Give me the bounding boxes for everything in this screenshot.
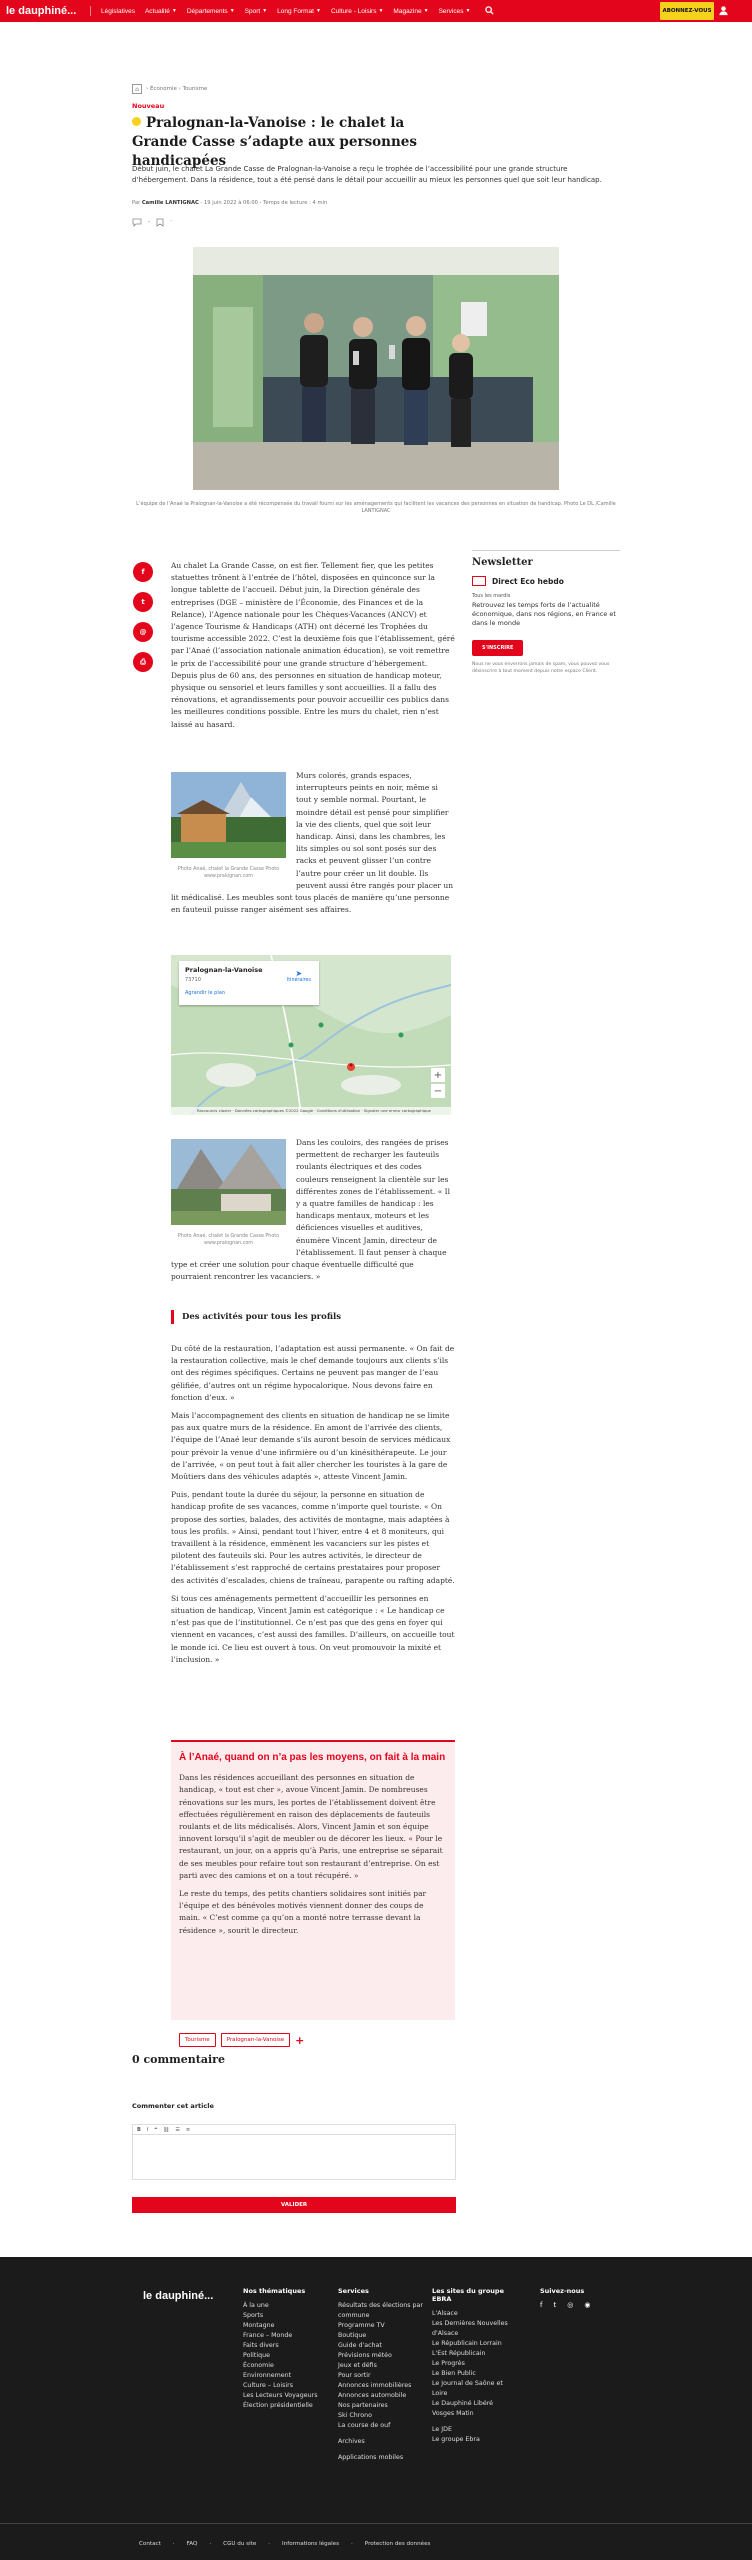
nav-divider — [90, 6, 91, 16]
footer-link[interactable]: Applications mobiles — [338, 2454, 404, 2461]
article-paragraph-with-image — [171, 1137, 455, 1283]
subscribe-button[interactable]: ABONNEZ-VOUS — [660, 2, 714, 20]
newsletter-sidebar — [472, 550, 620, 675]
top-navigation-bar — [0, 0, 752, 22]
footer-separator: · — [172, 2541, 175, 2547]
inset-box-paragraph: Le reste du temps, des petits chantiers solidaires sont initiés par l’équipe et des bénévoles motivés viennent donner des coups de main. « C’est comme ça qu’on a monté notre terrasse devant la résidence », sourit le directeur. — [179, 1889, 427, 1935]
footer-bottom-bar — [0, 2523, 752, 2560]
inset-caption: Photo Anaé, chalet la Grande Casse Photo www.pralognan.com — [177, 1234, 280, 1247]
footer-link[interactable]: Le Progrès — [432, 2360, 465, 2367]
footer-link[interactable]: Le Dauphiné Libéré — [432, 2400, 494, 2407]
article-section-body — [171, 1343, 455, 1672]
footer-separator: · — [351, 2541, 353, 2547]
nav-item-actualite[interactable] — [140, 8, 182, 15]
chevron-down-icon: ▼ — [262, 8, 268, 14]
twitter-icon[interactable]: t — [133, 592, 153, 612]
envelope-icon — [472, 576, 486, 586]
article-paragraph: Du côté de la restauration, l’adaptation est aussi permanente. « On fait de la restauration collective, mais le chef demande toujours aux clients s’ils ont des régimes spécifiques. Certains ne peuvent pas manger de l’eau gélifiée, d’autres ont un régime hypocalorique. Nous devons faire en fonction d’eux. » — [171, 1344, 455, 1402]
footer-link[interactable]: À la une — [243, 2302, 269, 2309]
byline — [132, 200, 327, 206]
breadcrumb-separator: › — [146, 86, 150, 92]
newsletter-item — [472, 576, 620, 586]
footer-group-sites — [432, 2287, 512, 2445]
newsletter-frequency: Tous les mardis — [472, 593, 511, 599]
directions-icon: ➤ — [295, 969, 303, 978]
article-paragraph: Puis, pendant toute la durée du séjour, la personne en situation de handicap profite de ses vacances, comme n’importe quel touriste. « On propose des sorties, balades, des activités de montagne, mais adaptées à tous les profils. » Ainsi, pendant tout l’hiver, entre 4 et 8 moniteurs, qui travaillent à la résidence, emmènent les vacanciers sur les pistes et pilotent des fauteuils ski. Pour les autres activités, le directeur de l’établissement s’est rapproché de certains prestataires pour proposer des activités d’escalades, chiens de traîneau, parapente ou rafting adapté. — [171, 1490, 455, 1585]
footer-link[interactable]: Annonces immobilières — [338, 2382, 412, 2389]
footer-link-privacy[interactable]: Protection des données — [364, 2541, 431, 2547]
footer-link[interactable]: Vosges Matin — [432, 2410, 474, 2417]
photo-caption: L’équipe de l’Anaé la Pralognan-la-Vanoise a été récompensée du travail fourni sur les aménagements qui facilitent les vacances des personnes en situation de handicap. Photo Le DL /Camille LANTIGNAC — [136, 501, 616, 514]
inset-box — [171, 1740, 455, 2020]
tag-tourisme[interactable]: Tourisme — [179, 2033, 216, 2047]
nav-item-sport[interactable] — [240, 8, 273, 15]
footer-link[interactable]: Les Dernières Nouvelles d'Alsace — [432, 2320, 508, 2337]
section-heading: Des activités pour tous les profils — [171, 1310, 341, 1324]
footer-link[interactable]: Jeux et défis — [338, 2362, 377, 2369]
follow-tag-plus-icon[interactable]: + — [295, 2033, 305, 2047]
article-title — [132, 114, 462, 171]
footer-link[interactable]: France – Monde — [243, 2332, 293, 2339]
author-link[interactable]: Camille LANTIGNAC — [141, 200, 199, 206]
article-paragraph-with-image — [171, 770, 455, 916]
footer-link[interactable]: L'Alsace — [432, 2310, 458, 2317]
bullet-list-icon[interactable]: ☰ — [175, 2126, 180, 2133]
footer-link[interactable]: Faits divers — [243, 2342, 279, 2349]
chevron-down-icon: ▼ — [316, 8, 321, 14]
footer-link[interactable]: Culture – Loisirs — [243, 2382, 293, 2389]
chevron-down-icon: ▼ — [423, 8, 429, 14]
footer-themes — [243, 2287, 317, 2411]
numbered-list-icon[interactable]: ≡ — [185, 2126, 191, 2133]
print-icon[interactable]: ⎙ — [133, 652, 153, 672]
nav-item-long-format[interactable] — [272, 8, 326, 15]
comment-count: - — [148, 218, 151, 225]
footer-link[interactable]: Guide d'achat — [338, 2342, 382, 2349]
embedded-map[interactable] — [171, 955, 451, 1115]
comment-icon[interactable] — [132, 218, 142, 229]
footer-link[interactable]: Les Lecteurs Voyageurs — [243, 2392, 318, 2399]
footer-link[interactable]: Politique — [243, 2352, 271, 2359]
breadcrumb-item[interactable]: Tourisme — [182, 86, 208, 92]
chevron-down-icon: ▼ — [171, 8, 177, 14]
footer-link[interactable]: La course de ouf — [338, 2422, 391, 2429]
editor-toolbar — [133, 2125, 455, 2135]
footer-link[interactable]: Résultats des élections par commune — [338, 2302, 423, 2319]
inset-image[interactable] — [171, 772, 286, 880]
bookmark-icon[interactable] — [156, 218, 164, 229]
breadcrumb-separator: › — [176, 86, 183, 92]
footer-link[interactable]: Le Journal de Saône et Loire — [432, 2380, 503, 2397]
rss-icon[interactable]: ◉ — [584, 2301, 591, 2309]
map-directions-button[interactable] — [287, 969, 311, 983]
article-paragraph: Au chalet La Grande Casse, on est fier. Tellement fier, que les petites statuettes trônent à l’entrée de l’hôtel, disposées en quinconce sur la longue tablette de l’accueil. Début juin, la Direction générale des entreprises (DGE – ministère de l’Économie, des Finances et de la Relance), l’Agence nationale pour les Chèques-Vacances (ANCV) et l’agence Tourisme & Handicaps (ATH) ont décerné les Trophées du tourisme accessible 2022. C’est la deuxième fois que l’établissement, géré par l’Anaé (l’association nationale animation éducation), se voit remettre le prix de l’accessibilité pour une grande structure d’hébergement. Depuis plus de 60 ans, des personnes en situation de handicap moteur, physique ou sensoriel et leurs familles y sont accueillies. Il a fallu des rénovations, et agrandissements pour pouvoir accueillir ces publics dans les meilleures conditions possible. Entre les murs du chalet, rien n’est laissé au hasard. — [171, 561, 455, 729]
newsletter-description: Retrouvez les temps forts de l’actualité économique, dans nos régions, en France et dans le monde — [472, 601, 616, 627]
share-bar — [133, 562, 153, 672]
newsletter-legal: Nous ne vous enverrons jamais de spam, vous pouvez vous désinscrire à tout moment depuis notre espace Client. — [472, 662, 610, 674]
nav-item-culture-loisirs[interactable] — [326, 8, 388, 15]
footer-link-legal[interactable]: Informations légales — [282, 2541, 340, 2547]
user-account-icon[interactable] — [718, 5, 729, 19]
zoom-in-button[interactable]: + — [431, 1068, 445, 1082]
facebook-icon[interactable]: f — [540, 2301, 543, 2309]
footer-link-contact[interactable]: Contact — [139, 2541, 161, 2547]
footer-link[interactable]: Le Républicain Lorrain — [432, 2340, 502, 2347]
footer-link[interactable]: Le groupe Ebra — [432, 2436, 480, 2443]
article-tags — [179, 2033, 304, 2047]
footer-link[interactable]: Le JDE — [432, 2426, 452, 2433]
article-title-text: Pralognan-la-Vanoise : le chalet la Grande Casse s’adapte aux personnes handicapées — [132, 115, 417, 169]
footer-link[interactable]: Annonces automobile — [338, 2392, 407, 2399]
map-place-name: Pralognan-la-Vanoise — [185, 966, 263, 974]
main-nav — [90, 6, 494, 17]
article-paragraph: Mais l’accompagnement des clients en situation de handicap ne se limite pas aux quatre murs de la résidence. En amont de l’arrivée des clients, l’équipe de l’Anaé leur demande s’ils auront besoin de services médicaux pour prévoir la venue d’une infirmière ou d’un kinésithérapeute. Le jour de l’arrivée, « on peut tout à fait aller chercher les touristes à la gare de Moûtiers dans des véhicules adaptés », atteste Vincent Jamin. — [171, 1411, 451, 1482]
nav-label: Magazine — [393, 7, 422, 15]
home-icon[interactable]: ⌂ — [132, 84, 142, 94]
footer-social — [540, 2287, 590, 2309]
footer-link[interactable]: Pour sortir — [338, 2372, 371, 2379]
footer-link[interactable]: Ski Chrono — [338, 2412, 372, 2419]
inset-box-paragraph: Dans les résidences accueillant des personnes en situation de handicap, « tout est cher », avoue Vincent Jamin. De nombreuses rénovations sur les murs, les portes de l’établissement doivent être effectuées régulièrement en raison des déplacements de fauteuils roulants et de lits médicalisés. Alors, Vincent Jamin et son équipe innovent lorsqu’il s’agit de meubler ou de décorer les lieux. « Pour le restaurant, un jour, on a appris qu’à Paris, une entreprise se séparait de ses meubles pour refaire tout son restaurant d’entreprise. On est parti avec des camions et on a tout récupéré. » — [179, 1773, 443, 1880]
quote-icon[interactable]: ❝ — [154, 2126, 157, 2133]
footer-link[interactable]: Boutique — [338, 2332, 367, 2339]
landscape-photo — [171, 1139, 286, 1225]
footer-separator: · — [209, 2541, 212, 2547]
nav-label: Long Format — [277, 7, 314, 15]
footer-link[interactable]: Environnement — [243, 2372, 292, 2379]
map-enlarge-link[interactable]: Agrandir le plan — [185, 990, 225, 996]
footer-link-cgu[interactable]: CGU du site — [223, 2541, 257, 2547]
footer-heading: Services — [338, 2287, 369, 2295]
footer-link-faq[interactable]: FAQ — [186, 2541, 198, 2547]
byline-date: - 19 juin 2022 à 06:00 - Temps de lecture : 4 min — [198, 200, 328, 206]
footer-link[interactable]: Prévisions météo — [338, 2352, 392, 2359]
legal-links — [139, 2541, 430, 2547]
article-paragraph-text: Dans les couloirs, des rangées de prises permettent de recharger les fauteuils roulants électriques et des codes couleurs renseignent la clientèle sur les différentes zones de l’établissement. « Il y a quatre familles de handicap : les handicaps mentaux, moteurs et les déficiences visuelles et auditives, énumère Vincent Jamin, directeur de l’établissement. Il faut penser à chaque type et créer une solution pour chaque éventuelle difficulté que pourraient rencontrer les vacanciers. » — [171, 1138, 451, 1282]
premium-dot-icon — [132, 117, 141, 126]
inset-box-title: À l’Anaé, quand on n’a pas les moyens, on fait à la main — [179, 1752, 446, 1763]
breadcrumb — [132, 84, 207, 94]
newsletter-name: Direct Eco hebdo — [492, 576, 564, 586]
nav-item-services[interactable] — [434, 8, 476, 15]
nav-label: Actualité — [144, 7, 170, 15]
instagram-icon[interactable]: ◎ — [567, 2301, 574, 2309]
footer-heading: Les sites du groupe EBRA — [432, 2287, 504, 2303]
newsletter-heading: Newsletter — [472, 550, 620, 568]
directions-label: Itinéraires — [286, 978, 311, 983]
italic-icon[interactable]: I — [146, 2126, 149, 2133]
footer-separator: · — [268, 2541, 271, 2547]
social-links — [540, 2301, 590, 2309]
footer-link[interactable]: Montagne — [243, 2322, 275, 2329]
site-logo[interactable]: le dauphiné... — [6, 5, 77, 17]
twitter-icon[interactable]: t — [553, 2301, 557, 2309]
email-icon[interactable]: @ — [133, 622, 153, 642]
comment-editor[interactable] — [132, 2124, 456, 2180]
footer-link[interactable]: Économie — [243, 2362, 274, 2369]
footer-link[interactable]: Élection présidentielle — [243, 2402, 313, 2409]
byline-prefix: Par — [132, 200, 141, 206]
inset-caption: Photo Anaé, chalet la Grande Casse Photo www.pralognan.com — [177, 867, 280, 880]
chevron-down-icon: ▼ — [229, 8, 235, 14]
footer-heading: Suivez-nous — [540, 2287, 585, 2295]
map-info-card — [179, 961, 319, 1005]
article-main-photo[interactable] — [193, 247, 559, 490]
footer-link[interactable]: Le Bien Public — [432, 2370, 476, 2377]
link-icon[interactable]: ⛓ — [163, 2126, 170, 2133]
search-icon[interactable] — [475, 6, 494, 17]
footer-link[interactable]: Nos partenaires — [338, 2402, 388, 2409]
nav-item-legislatives[interactable] — [96, 8, 140, 15]
bold-icon[interactable]: B — [137, 2126, 141, 2133]
chalet-photo — [171, 772, 286, 858]
submit-comment-button[interactable]: VALIDER — [132, 2197, 456, 2213]
comments-heading: 0 commentaire — [132, 2053, 225, 2066]
nav-label: Culture - Loisirs — [330, 7, 377, 15]
article-paragraph: Si tous ces aménagements permettent d’accueillir les personnes en situation de handicap, Vincent Jamin est catégorique : « Le handicap ce n’est pas que de l’institutionnel. Ce n’est pas que des gens en foyer qui viennent en vacances, c’est aussi des familles. D’ailleurs, on accueille tout le monde ici. Ce lieu est ouvert à tous. On veut promouvoir la mixité et l’inclusion. » — [171, 1593, 455, 1664]
map-postal-code: 73710 — [185, 977, 201, 983]
nav-label: Départements — [186, 7, 228, 15]
map-attribution: Raccourcis clavier · Données cartographiques ©2022 Google · Conditions d'utilisation · Signaler une erreur cartographique — [171, 1107, 451, 1115]
article-lead: Début juin, le chalet La Grande Casse de Pralognan-la-Vanoise a reçu le trophée de l’accessibilité pour une grande structure d’hébergement. Dans la résidence, tout a été pensé dans le détail pour accueillir au mieux les personnes quel que soit leur handicap. — [132, 165, 602, 184]
site-footer — [0, 2257, 752, 2560]
footer-services — [338, 2287, 424, 2463]
chevron-down-icon: ▼ — [378, 8, 384, 14]
zoom-out-button[interactable]: − — [431, 1084, 445, 1098]
footer-logo[interactable]: le dauphiné... — [143, 2290, 214, 2302]
share-count: · — [170, 218, 173, 225]
footer-link[interactable]: Sports — [243, 2312, 264, 2319]
footer-link[interactable]: Programme TV — [338, 2322, 385, 2329]
facebook-icon[interactable]: f — [133, 562, 153, 582]
nav-label: Législatives — [101, 7, 135, 15]
nav-label: Sport — [244, 7, 261, 15]
new-label: Nouveau — [132, 102, 165, 110]
chevron-down-icon: ▼ — [465, 8, 471, 14]
breadcrumb-item[interactable]: Économie — [149, 86, 177, 92]
article-actions — [132, 218, 172, 229]
article-paragraph-text: Murs colorés, grands espaces, interrupteurs peints en noir, même si tout y semble normal. Pourtant, le moindre détail est pensé pour simplifier la vie des clients, quel que soit leur handicap. Ainsi, dans les chambres, les lits simples ou sol sont posés sur des racks et peuvent glisser l’un contre l’autre pour créer un lit double. Ils peuvent aussi être rangés pour placer un lit médicalisé. Les meubles sont tous placés de manière qu’une personne en fauteuil puisse ranger aisément ses affaires. — [171, 771, 454, 915]
nav-item-departements[interactable] — [182, 8, 240, 15]
comment-form-label: Commenter cet article — [132, 2102, 214, 2110]
inset-image[interactable] — [171, 1139, 286, 1247]
tag-pralognan[interactable]: Pralognan-la-Vanoise — [221, 2033, 290, 2047]
footer-link[interactable]: Archives — [338, 2438, 365, 2445]
nav-label: Services — [438, 7, 464, 15]
footer-link[interactable]: L'Est Républicain — [432, 2350, 486, 2357]
footer-heading: Nos thématiques — [243, 2287, 306, 2295]
nav-item-magazine[interactable] — [388, 8, 433, 15]
newsletter-subscribe-button[interactable]: S'INSCRIRE — [472, 640, 523, 656]
